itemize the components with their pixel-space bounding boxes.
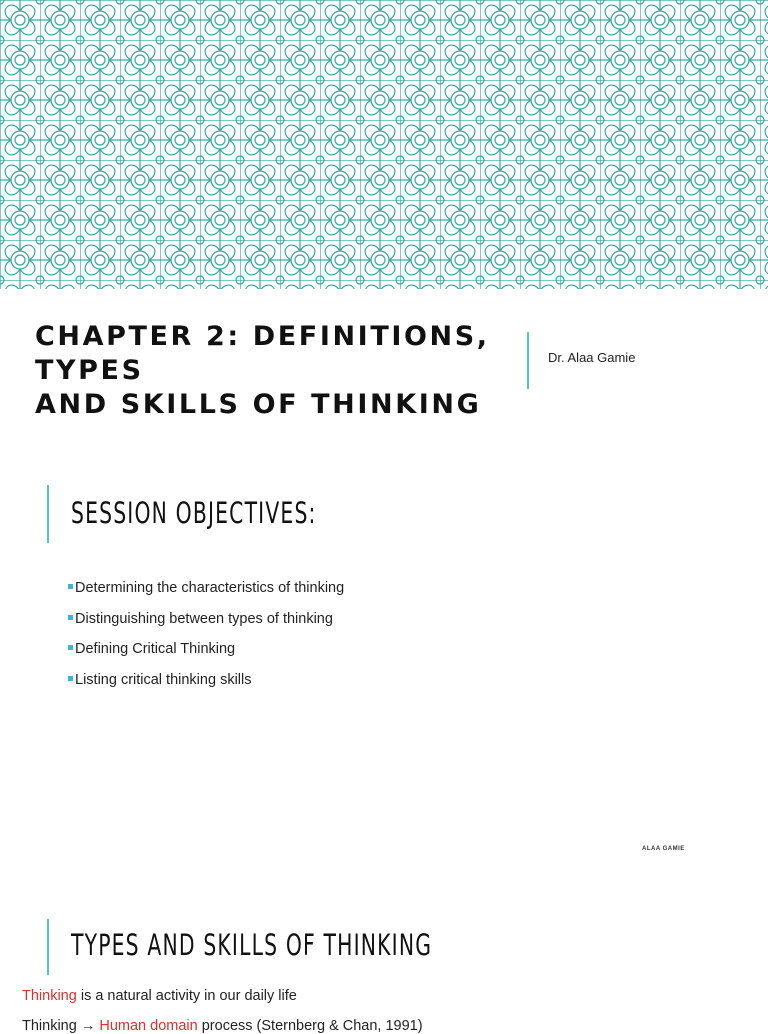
chapter-title-line1: CHAPTER 2: DEFINITIONS, TYPES [35,321,490,386]
list-item: Distinguishing between types of thinking [68,609,344,640]
slide-footer: ALAA GAMIE [642,846,685,852]
title-divider [527,332,529,389]
author-name: Dr. Alaa Gamie [548,350,636,365]
bullet-icon [68,615,73,620]
list-item: Listing critical thinking skills [68,670,344,701]
bullet-icon [68,676,73,681]
decorative-pattern-banner [0,0,768,289]
section-accent-bar [47,919,49,975]
list-item: Determining the characteristics of thinking [68,578,344,609]
title-block [35,320,505,422]
body-line-1: Thinking is a natural activity in our daily life [22,988,297,1004]
highlight-word: Thinking [22,988,77,1004]
chapter-title [35,320,505,422]
chapter-title-line2: AND SKILLS OF THINKING [35,389,482,420]
bullet-icon [68,584,73,589]
types-skills-heading: TYPES AND SKILLS OF THINKING [71,928,433,962]
session-objectives-heading: SESSION OBJECTIVES: [71,496,317,530]
section-accent-bar [47,485,49,543]
bullet-icon [68,645,73,650]
arrow-icon: → [80,1018,96,1034]
objectives-list [68,578,344,700]
list-item: Defining Critical Thinking [68,639,344,670]
body-line-2: Thinking → Human domain process (Sternberg & Chan, 1991) [22,1018,423,1034]
